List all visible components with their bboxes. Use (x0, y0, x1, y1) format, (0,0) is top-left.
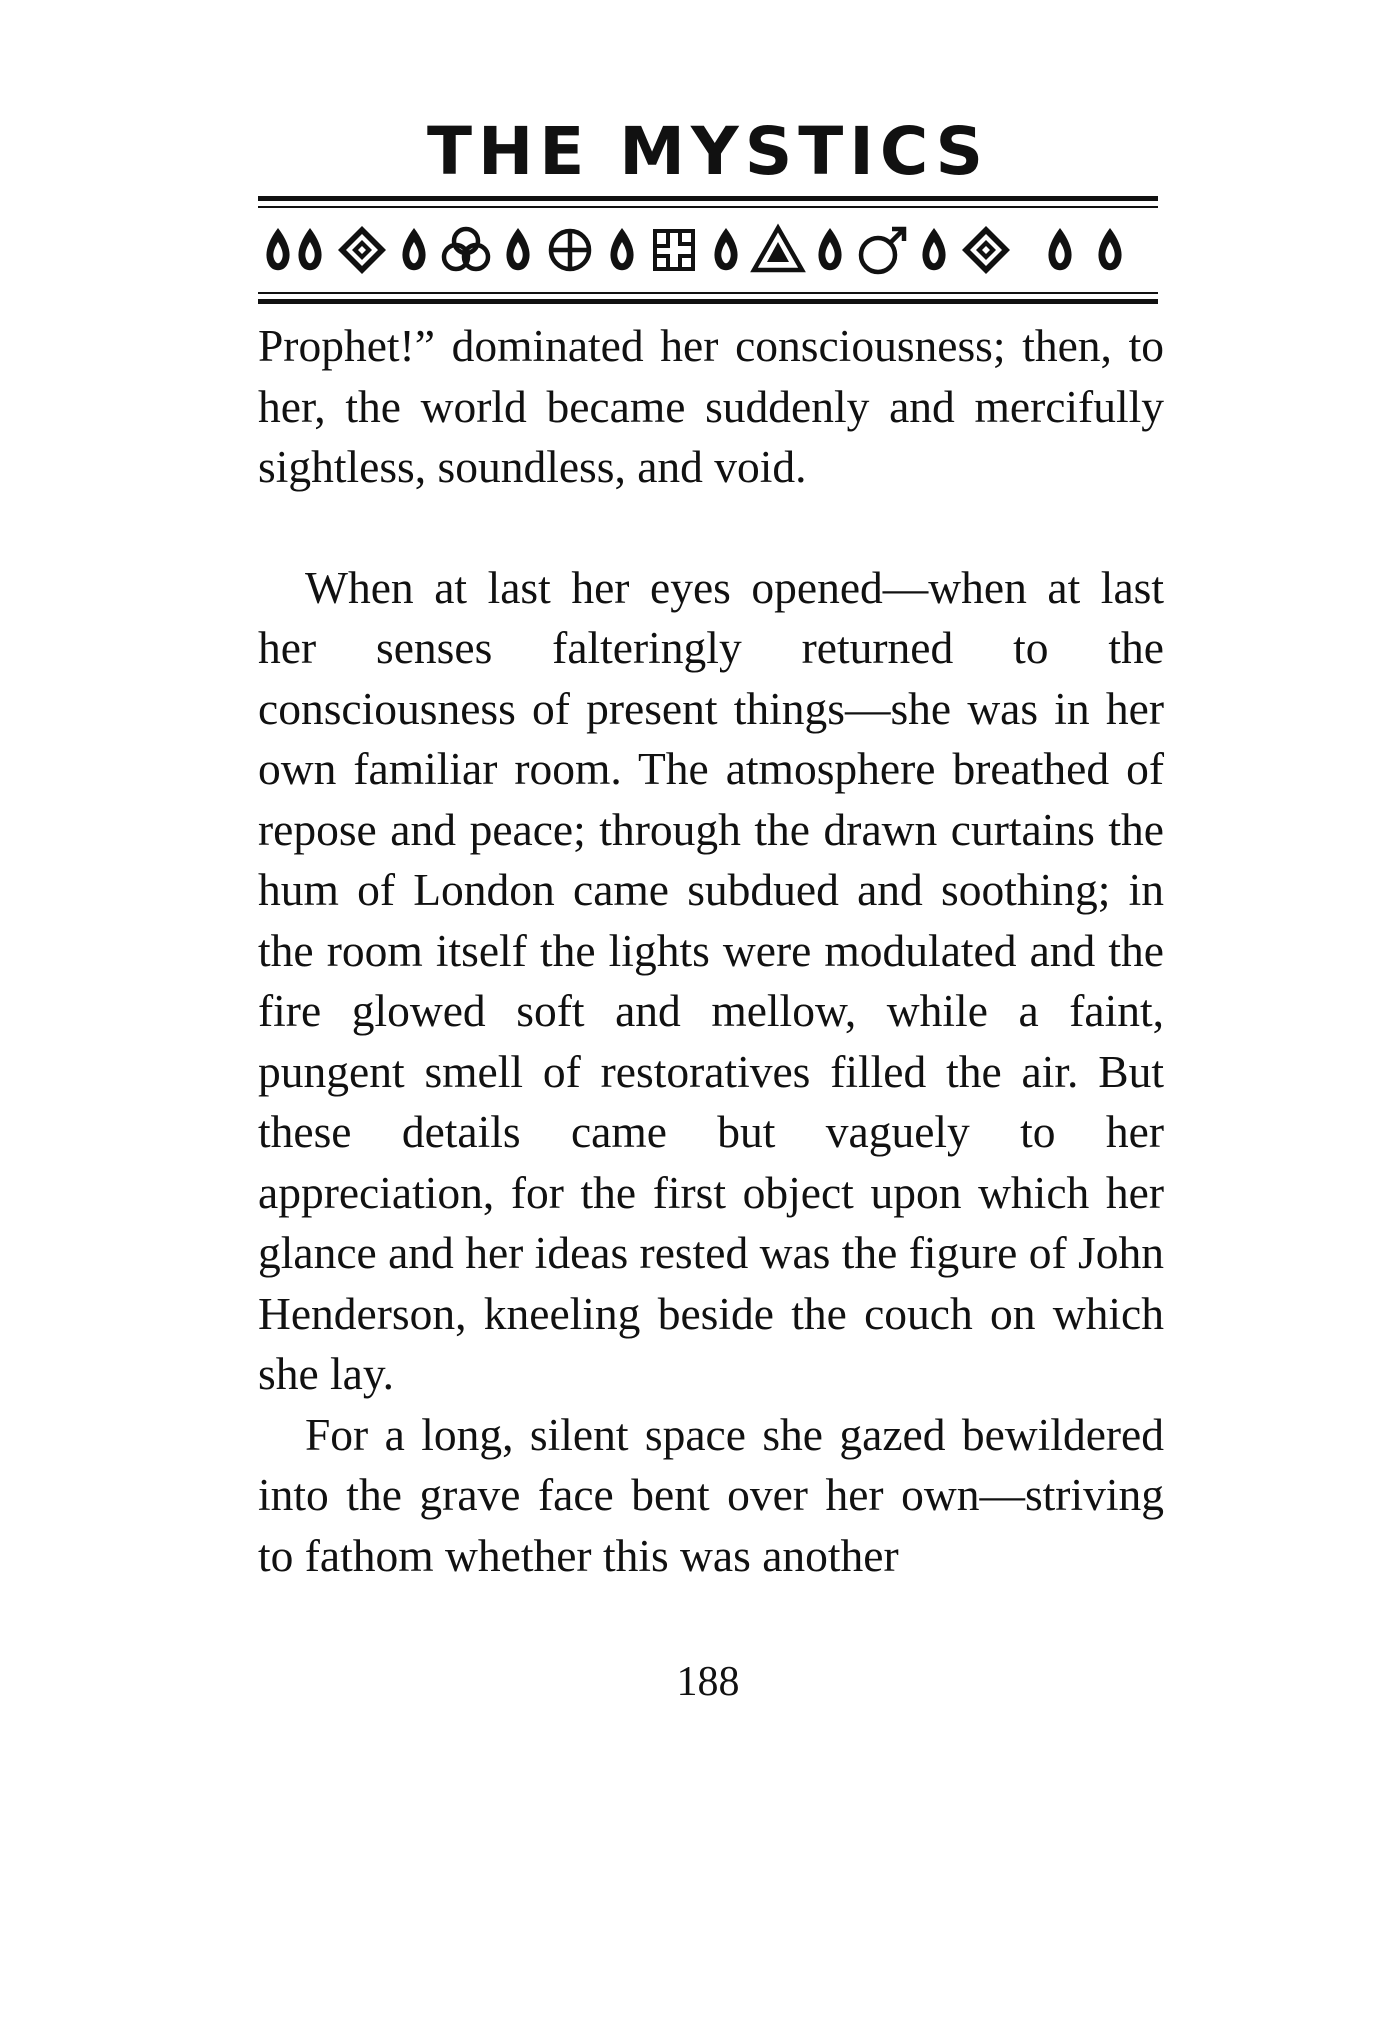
running-title: THE MYSTICS (426, 113, 990, 190)
diamond-icon (338, 226, 386, 274)
flame-drop-icon (506, 228, 529, 270)
header-rule-top-thick (258, 196, 1158, 201)
flame-drop-icon (922, 228, 945, 270)
paragraph-1: Prophet!” dominated her consciousness; then, to her, the world became suddenly and mercifully sightless, soundless, and void. (258, 320, 1164, 492)
paragraph-3: For a long, silent space she gazed bewildered into the grave face bent over her own—striving to fathom whether this was another (258, 1408, 1164, 1581)
header-rule-bottom-thin (258, 292, 1158, 294)
flame-drop-icon (714, 228, 737, 270)
header-rule-top-thin (258, 206, 1158, 208)
mars-circle-icon (861, 229, 904, 272)
triangle-icon (754, 228, 802, 270)
ornament-symbols-svg (258, 212, 1158, 288)
body-text (258, 316, 1164, 1586)
diamond-icon (962, 226, 1010, 274)
flame-drop-icon (402, 228, 425, 270)
page-number: 188 (676, 1659, 740, 1705)
flame-drop-icon (298, 228, 321, 270)
flame-drop-icon (266, 228, 289, 270)
flame-drop-icon (1098, 228, 1121, 270)
header-rule-bottom-thick (258, 299, 1158, 304)
cross-circle-icon (551, 231, 589, 269)
flame-drop-icon (818, 228, 841, 270)
flame-drop-icon (1048, 228, 1071, 270)
ornament-band (258, 212, 1158, 288)
paragraph-gap (258, 498, 1164, 558)
flame-drop-icon (610, 228, 633, 270)
trefoil-knot-icon (444, 229, 488, 269)
paragraph-2: When at last her eyes opened—when at last her senses falteringly returned to the consciousness of present things—she was in her own familiar room. The atmosphere breathed of repose and peace; through the drawn curtains the hum of London came subdued and soothing; in the room itself the lights were modulated and the fire glowed soft and mellow, while a faint, pungent smell of restoratives filled the air. But these details came but vaguely to her appreciation, for the first object upon which her glance and her ideas rested was the figure of John Henderson, kneeling beside the couch on which she lay. (258, 561, 1164, 1399)
fret-square-icon (655, 231, 693, 269)
